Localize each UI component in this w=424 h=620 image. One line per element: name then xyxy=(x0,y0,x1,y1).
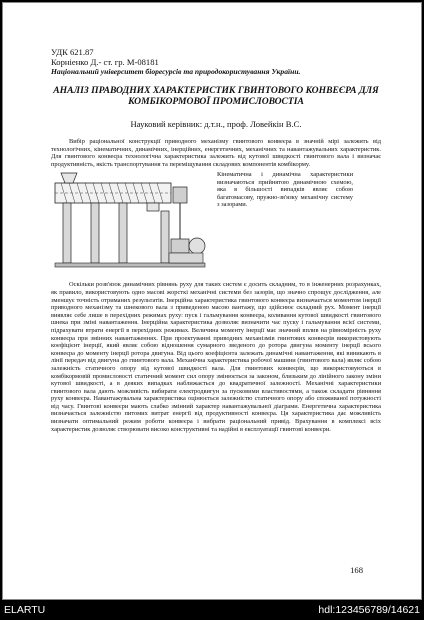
repository-name: ELARTU xyxy=(4,604,46,616)
paragraph-main: Оскільки розв'язок динамічних рівнянь руху для таких систем є досить складним, то в інженерних розрахунках, як правило, використовують одно масові жорсткі механічні системи без зазорів, що значно спрощує дослідження, але зменшує точність отриманих результатів. Інерційна характеристика гвинтового конвеєра визначається моментом інерції приводного механізму та шнекового вала з приведеною масою вантажу, що здійснює складний рух. Момент інерції виявляє себе лише в перехідних режимах руху: пуск і гальмування конвеєра, коливання кутової швидкості гвинтового шнека при зміні навантаження. Інерційна характеристика дозволяє визначити час пуску і гальмування всієї системи, підрахувати втрати енергії в перехідних режимах. Величина моменту інерції має значний вплив на рівномірність руху конвеєра при змінних навантаженнях. При проектуванні приводних механізмів гвинтових конвеєрів використовують коефіцієнт інерції, який являє собою відношення сумарного зведеного до ротора двигуна моменту інерції всього конвеєра до моменту інерції ротора двигуна. Від цього коефіцієнта залежать динамічні навантаження, які виникають в лінії передач від двигуна до гвинтового вала. Механічна характеристика робочої машини (гвинтового вала) являє собою залежність статичного опору від кутової швидкості вала. Для гвинтових конвеєрів, що використовуються в комбікормовій промисловості статичний момент сил опору змінюється за законом, близьким до лінійного закону зміни кутової швидкості, а в деяких випадках наближається до квадратичної залежності. Механічні характеристики гвинтового вала дають можливість вибирати електродвигун за пусковими властивостями, а також складати рівняння руху конвеєра. Навантажувальна характеристика оцінюється залежністю статичного опору або споживаної потужності від часу. Гвинтові конвеєри мають слабко змінний характер навантажувальної діаграми. Енергетична характеристика визначається залежністю питомих витрат енергії від продуктивності конвеєра. Ця характеристика дає можливість визначати оптимальний режим роботи конвеєра і вибрати раціональний привід. Врахування в комплексі всіх характеристик дозволяє створювати високо конструктивні та надійні в експлуатації гвинтові конвеєри. xyxy=(51,281,381,433)
figure-row xyxy=(51,171,381,279)
institution-line: Національний університет біоресурсів та природокористування України. xyxy=(51,67,301,76)
paragraph-intro: Вибір раціональної конструкції приводного механізму гвинтового конвеєра в значній мірі залежить від технологічних, кінематичних, динамічних, інерційних, енергетичних, механічних та навантажувальних характеристик. Для гвинтового конвеєра технологічна характеристика залежить від кутової швидкості гвинтового вала і визначає продуктивність, якість транспортування та переміщування складових компонентів комбікорму. xyxy=(51,138,381,168)
udk-code: УДК 621.87 xyxy=(51,47,94,57)
article-content xyxy=(51,47,381,433)
figure-caption: Кінематична і динамічна характеристики визначаються прийнятою динамічною схемою, яка в більшості випадків являє собою багатомасову, пружно-зв'язку механічну систему з зазорами. xyxy=(217,171,353,208)
article-title: АНАЛІЗ ПРАВОДНИХ ХАРАКТЕРИСТИК ГВИНТОВОГО КОНВЕЄРА ДЛЯ КОМБІКОРМОВОЇ ПРОМИСЛОВОСТІА xyxy=(53,85,379,107)
author-line: Корніенко Д.- ст. гр. М-08181 xyxy=(51,57,159,67)
handle-identifier[interactable]: hdl:123456789/14621 xyxy=(318,604,420,616)
supervisor-line: Науковий керівник: д.т.н., проф. Ловейкін В.С. xyxy=(130,119,302,129)
conveyor-diagram-icon xyxy=(51,171,211,279)
repository-footer xyxy=(0,600,424,620)
conveyor-drawing xyxy=(51,171,211,279)
page-number: 168 xyxy=(350,565,363,575)
document-page xyxy=(2,2,422,600)
